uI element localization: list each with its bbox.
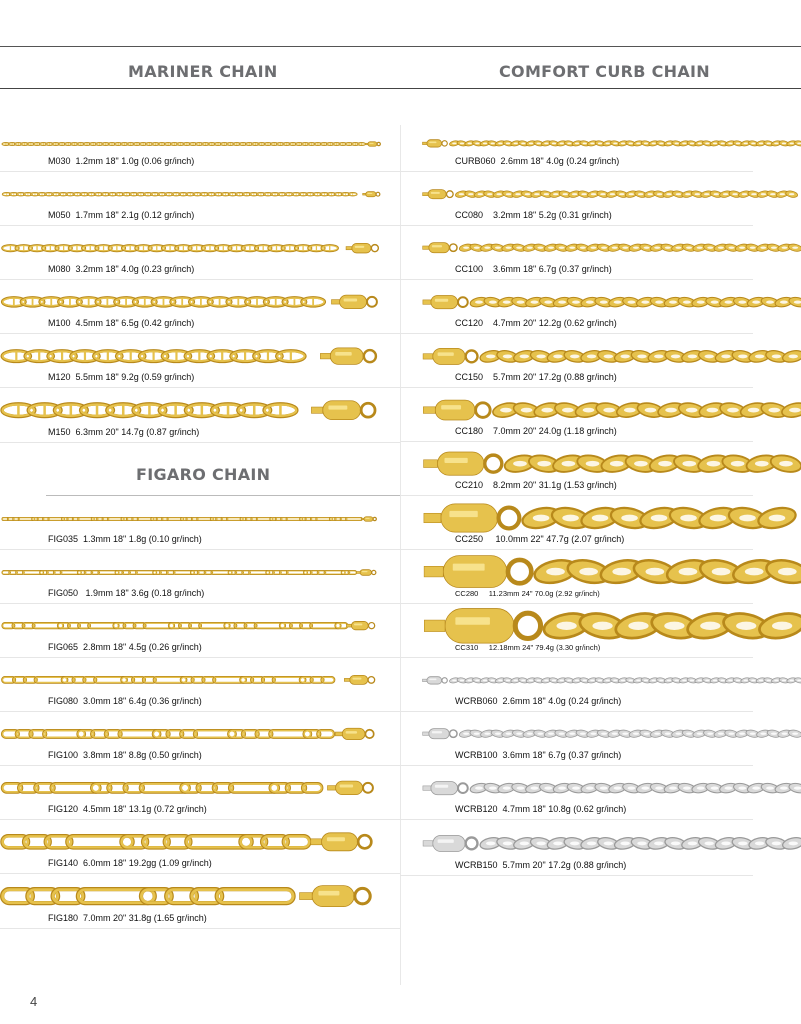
chain-caption bbox=[455, 589, 600, 598]
chain-item-fig080 bbox=[0, 658, 400, 712]
chain-caption bbox=[455, 480, 617, 490]
chain-caption bbox=[455, 264, 612, 274]
chain-image bbox=[0, 727, 378, 741]
chain-caption bbox=[48, 318, 194, 328]
chain-caption bbox=[48, 804, 207, 814]
chain-spec: 10.0mm 22" 47.7g (2.07 gr/inch) bbox=[483, 534, 625, 544]
chain-caption bbox=[48, 427, 199, 437]
chain-caption bbox=[455, 318, 617, 328]
chain-item-m030 bbox=[0, 125, 400, 172]
chain-spec: 4.7mm 18" 10.8g (0.62 gr/inch) bbox=[497, 804, 627, 814]
chain-image bbox=[422, 294, 801, 310]
chain-item-cc180 bbox=[400, 388, 753, 442]
chain-spec: 5.7mm 20" 17.2g (0.88 gr/inch) bbox=[497, 860, 627, 870]
chain-item-cc100 bbox=[400, 226, 753, 280]
chain-image bbox=[0, 515, 378, 523]
chain-caption bbox=[48, 534, 202, 544]
chain-image bbox=[422, 555, 801, 588]
chain-item-wcrb100 bbox=[400, 712, 753, 766]
chain-image bbox=[422, 780, 801, 796]
chain-image bbox=[0, 568, 378, 577]
chain-item-cc280 bbox=[400, 550, 753, 604]
chain-code: M150 bbox=[48, 427, 71, 437]
chain-caption bbox=[48, 156, 194, 166]
chain-spec: 5.7mm 20" 17.2g (0.88 gr/inch) bbox=[483, 372, 617, 382]
chain-code: CC250 bbox=[455, 534, 484, 544]
chain-code: CC080 bbox=[455, 210, 484, 220]
mariner-chain-title: MARINER CHAIN bbox=[128, 62, 278, 81]
chain-image bbox=[0, 674, 378, 686]
chain-spec: 4.5mm 18" 6.5g (0.42 gr/inch) bbox=[70, 318, 195, 328]
chain-spec: 6.0mm 18" 19.2gg (1.09 gr/inch) bbox=[78, 858, 212, 868]
chain-item-wcrb150 bbox=[400, 820, 753, 876]
chain-code: WCRB060 bbox=[455, 696, 498, 706]
chain-item-curb060 bbox=[400, 125, 753, 172]
chain-item-cc210 bbox=[400, 442, 753, 496]
chain-code: WCRB150 bbox=[455, 860, 498, 870]
chain-caption bbox=[48, 696, 202, 706]
chain-code: FIG100 bbox=[48, 750, 79, 760]
chain-item-cc150 bbox=[400, 334, 753, 388]
chain-caption bbox=[48, 642, 202, 652]
chain-code: WCRB120 bbox=[455, 804, 498, 814]
chain-code: M120 bbox=[48, 372, 71, 382]
chain-spec: 7.0mm 20" 31.8g (1.65 gr/inch) bbox=[78, 913, 207, 923]
chain-code: FIG080 bbox=[48, 696, 79, 706]
chain-image bbox=[422, 241, 801, 254]
chain-image bbox=[422, 347, 801, 366]
chain-code: M080 bbox=[48, 264, 71, 274]
header-rule bbox=[0, 88, 801, 89]
chain-spec: 4.7mm 20" 12.2g (0.62 gr/inch) bbox=[483, 318, 617, 328]
chain-caption bbox=[455, 156, 619, 166]
chain-code: M050 bbox=[48, 210, 71, 220]
chain-spec: 8.2mm 20" 31.1g (1.53 gr/inch) bbox=[483, 480, 617, 490]
chain-spec: 4.5mm 18" 13.1g (0.72 gr/inch) bbox=[78, 804, 207, 814]
chain-code: CC150 bbox=[455, 372, 484, 382]
page-number: 4 bbox=[30, 994, 38, 1009]
chain-image bbox=[0, 832, 378, 852]
chain-code: CURB060 bbox=[455, 156, 496, 166]
chain-image bbox=[0, 347, 382, 365]
chain-item-wcrb060 bbox=[400, 658, 753, 712]
chain-image bbox=[422, 451, 801, 476]
chain-spec: 1.9mm 18" 3.6g (0.18 gr/inch) bbox=[78, 588, 205, 598]
chain-spec: 1.7mm 18" 2.1g (0.12 gr/inch) bbox=[70, 210, 195, 220]
chain-spec: 12.18mm 24" 79.4g (3.30 gr/inch) bbox=[478, 643, 601, 652]
chain-code: FIG050 bbox=[48, 588, 79, 598]
chain-item-m100 bbox=[0, 280, 400, 334]
chain-spec: 3.6mm 18" 6.7g (0.37 gr/inch) bbox=[483, 264, 612, 274]
chain-spec: 3.8mm 18" 8.8g (0.50 gr/inch) bbox=[78, 750, 202, 760]
chain-caption bbox=[48, 372, 194, 382]
chain-caption bbox=[48, 588, 204, 598]
chain-caption bbox=[455, 643, 600, 652]
chain-item-fig140 bbox=[0, 820, 400, 874]
chain-caption bbox=[48, 264, 194, 274]
chain-caption bbox=[455, 860, 626, 870]
chain-spec: 11.23mm 24" 70.0g (2.92 gr/inch) bbox=[478, 589, 600, 598]
chain-spec: 3.2mm 18" 4.0g (0.23 gr/inch) bbox=[70, 264, 195, 274]
chain-code: CC310 bbox=[455, 643, 479, 652]
chain-spec: 2.6mm 18" 4.0g (0.24 gr/inch) bbox=[495, 156, 620, 166]
chain-spec: 3.2mm 18" 5.2g (0.31 gr/inch) bbox=[483, 210, 612, 220]
chain-spec: 6.3mm 20" 14.7g (0.87 gr/inch) bbox=[70, 427, 200, 437]
chain-image bbox=[0, 190, 382, 198]
chain-caption bbox=[48, 210, 194, 220]
chain-caption bbox=[455, 426, 617, 436]
chain-item-cc080 bbox=[400, 172, 753, 226]
chain-spec: 1.3mm 18" 1.8g (0.10 gr/inch) bbox=[78, 534, 202, 544]
chain-code: FIG180 bbox=[48, 913, 79, 923]
chain-spec: 2.8mm 18" 4.5g (0.26 gr/inch) bbox=[78, 642, 202, 652]
chain-code: CC180 bbox=[455, 426, 484, 436]
chain-code: CC120 bbox=[455, 318, 484, 328]
chain-caption bbox=[455, 210, 612, 220]
comfort-curb-chain-title: COMFORT CURB CHAIN bbox=[499, 62, 710, 81]
chain-item-m150 bbox=[0, 388, 400, 443]
chain-item-m080 bbox=[0, 226, 400, 280]
chain-image bbox=[422, 675, 801, 686]
chain-caption bbox=[48, 858, 212, 868]
chain-image bbox=[422, 399, 801, 421]
chain-item-fig100 bbox=[0, 712, 400, 766]
chain-caption bbox=[48, 750, 202, 760]
chain-spec: 7.0mm 20" 24.0g (1.18 gr/inch) bbox=[483, 426, 617, 436]
chain-code: CC210 bbox=[455, 480, 484, 490]
chain-code: WCRB100 bbox=[455, 750, 498, 760]
chain-image bbox=[0, 242, 382, 254]
chain-item-fig065 bbox=[0, 604, 400, 658]
chain-item-cc120 bbox=[400, 280, 753, 334]
chain-image bbox=[422, 503, 801, 533]
chain-spec: 3.0mm 18" 6.4g (0.36 gr/inch) bbox=[78, 696, 202, 706]
chain-item-fig035 bbox=[0, 497, 400, 550]
chain-image bbox=[0, 780, 378, 796]
chain-image bbox=[0, 885, 378, 907]
chain-code: M030 bbox=[48, 156, 71, 166]
chain-caption bbox=[455, 372, 617, 382]
chain-image bbox=[0, 400, 382, 420]
chain-code: CC100 bbox=[455, 264, 484, 274]
chain-item-m120 bbox=[0, 334, 400, 388]
chain-code: M100 bbox=[48, 318, 71, 328]
chain-item-fig180 bbox=[0, 874, 400, 929]
chain-item-m050 bbox=[0, 172, 400, 226]
chain-caption bbox=[48, 913, 207, 923]
chain-spec: 1.2mm 18" 1.0g (0.06 gr/inch) bbox=[70, 156, 195, 166]
chain-image bbox=[422, 608, 801, 644]
chain-caption bbox=[455, 750, 621, 760]
chain-code: FIG120 bbox=[48, 804, 79, 814]
chain-code: FIG065 bbox=[48, 642, 79, 652]
chain-code: CC280 bbox=[455, 589, 479, 598]
chain-image bbox=[422, 834, 801, 853]
chain-code: FIG035 bbox=[48, 534, 79, 544]
chain-image bbox=[422, 138, 801, 149]
chain-caption bbox=[455, 696, 621, 706]
chain-caption bbox=[455, 534, 624, 544]
chain-spec: 5.5mm 18" 9.2g (0.59 gr/inch) bbox=[70, 372, 195, 382]
chain-item-cc250 bbox=[400, 496, 753, 550]
chain-item-fig050 bbox=[0, 550, 400, 604]
chain-caption bbox=[455, 804, 626, 814]
chain-spec: 2.6mm 18" 4.0g (0.24 gr/inch) bbox=[497, 696, 622, 706]
figaro-rule bbox=[46, 495, 400, 496]
chain-spec: 3.6mm 18" 6.7g (0.37 gr/inch) bbox=[497, 750, 622, 760]
top-rule bbox=[0, 46, 801, 47]
chain-item-fig120 bbox=[0, 766, 400, 820]
chain-code: FIG140 bbox=[48, 858, 79, 868]
chain-image bbox=[422, 188, 801, 200]
figaro-chain-title: FIGARO CHAIN bbox=[136, 465, 271, 484]
chain-item-wcrb120 bbox=[400, 766, 753, 820]
chain-image bbox=[422, 727, 801, 740]
chain-image bbox=[0, 620, 378, 631]
chain-image bbox=[0, 140, 382, 148]
chain-image bbox=[0, 294, 382, 310]
chain-item-cc310 bbox=[400, 604, 753, 658]
